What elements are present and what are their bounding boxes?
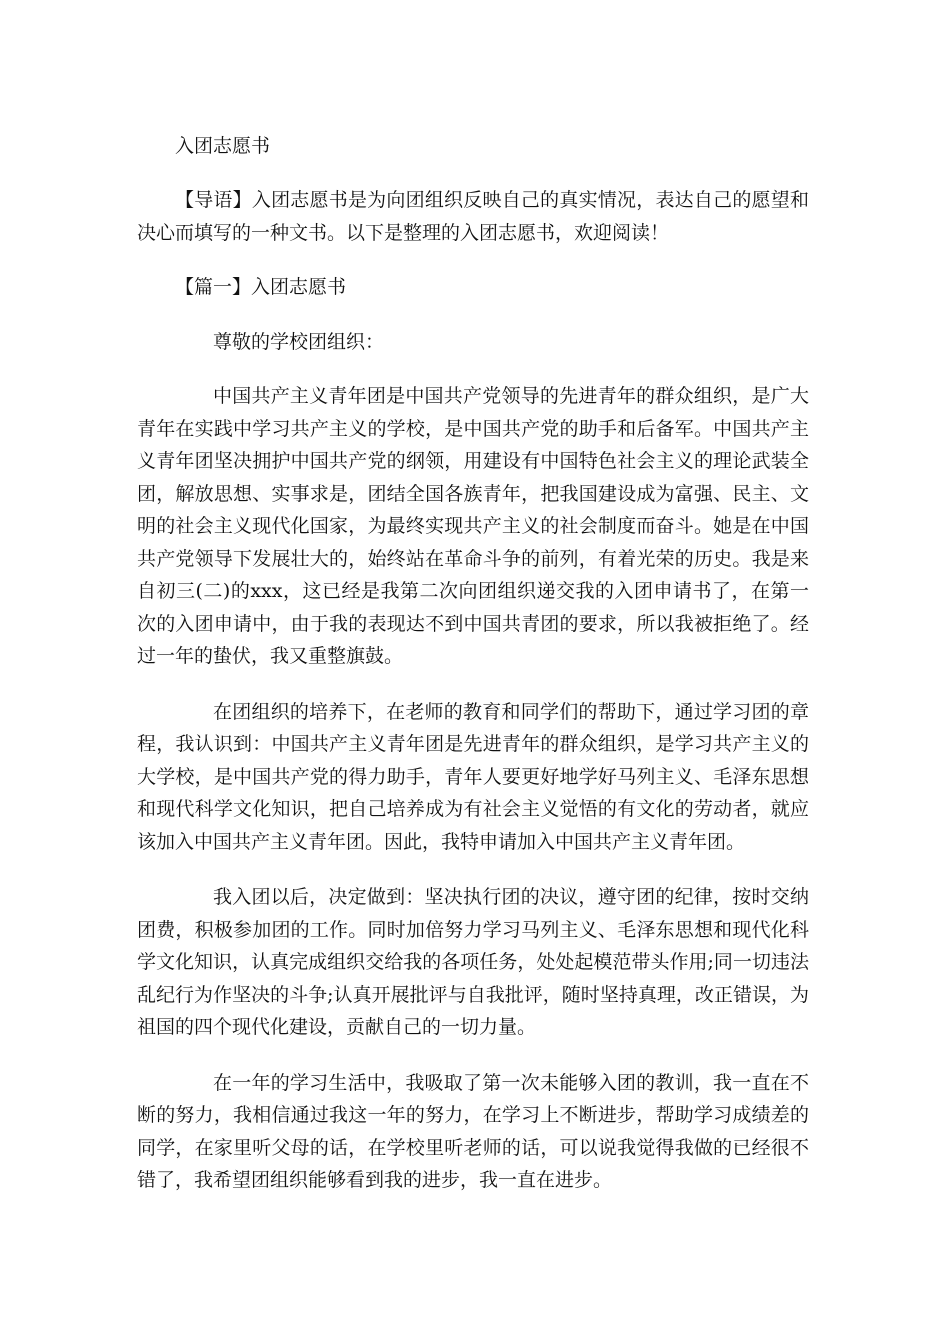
body-paragraph-4: 在一年的学习生活中，我吸取了第一次未能够入团的教训，我一直在不断的努力，我相信通过我这一年的努力，在学习上不断进步，帮助学习成绩差的同学，在家里听父母的话，在学校里听老师的话，可以说我觉得我做的已经很不错了，我希望团组织能够看到我的进步，我一直在进步。 bbox=[137, 1071, 809, 1191]
section-heading: 【篇一】入团志愿书 bbox=[175, 276, 347, 298]
letter-greeting: 尊敬的学校团组织： bbox=[213, 330, 385, 353]
body-paragraph-1: 中国共产主义青年团是中国共产党领导的先进青年的群众组织，是广大青年在实践中学习共产主义的学校，是中国共产党的助手和后备军。中国共产主义青年团坚决拥护中国共产党的纲领，用建设有中国特色社会主义的理论武装全团，解放思想、实事求是，团结全国各族青年，把我国建设成为富强、民主、文明的社会主义现代化国家，为最终实现共产主义的社会制度而奋斗。她是在中国共产党领导下发展壮大的，始终站在革命斗争的前列，有着光荣的历史。我是来自初三(二)的xxx，这已经是我第二次向团组织递交我的入团申请书了，在第一次的入团申请中，由于我的表现达不到中国共青团的要求，所以我被拒绝了。经过一年的蛰伏，我又重整旗鼓。 bbox=[137, 385, 809, 667]
document-page bbox=[137, 130, 809, 1220]
body-paragraph-2: 在团组织的培养下，在老师的教育和同学们的帮助下，通过学习团的章程，我认识到：中国共产主义青年团是先进青年的群众组织，是学习共产主义的大学校，是中国共产党的得力助手，青年人要更好地学好马列主义、毛泽东思想和现代科学文化知识，把自己培养成为有社会主义觉悟的有文化的劳动者，就应该加入中国共产主义青年团。因此，我特申请加入中国共产主义青年团。 bbox=[137, 700, 809, 853]
body-paragraph-3: 我入团以后，决定做到：坚决执行团的决议，遵守团的纪律，按时交纳团费，积极参加团的工作。同时加倍努力学习马列主义、毛泽东思想和现代化科学文化知识，认真完成组织交给我的各项任务，处处起模范带头作用;同一切违法乱纪行为作坚决的斗争;认真开展批评与自我批评，随时坚持真理，改正错误，为祖国的四个现代化建设，贡献自己的一切力量。 bbox=[137, 886, 809, 1038]
document-title: 入团志愿书 bbox=[175, 135, 271, 157]
intro-paragraph: 【导语】入团志愿书是为向团组织反映自己的真实情况，表达自己的愿望和决心而填写的一种文书。以下是整理的入团志愿书，欢迎阅读！ bbox=[137, 189, 809, 244]
